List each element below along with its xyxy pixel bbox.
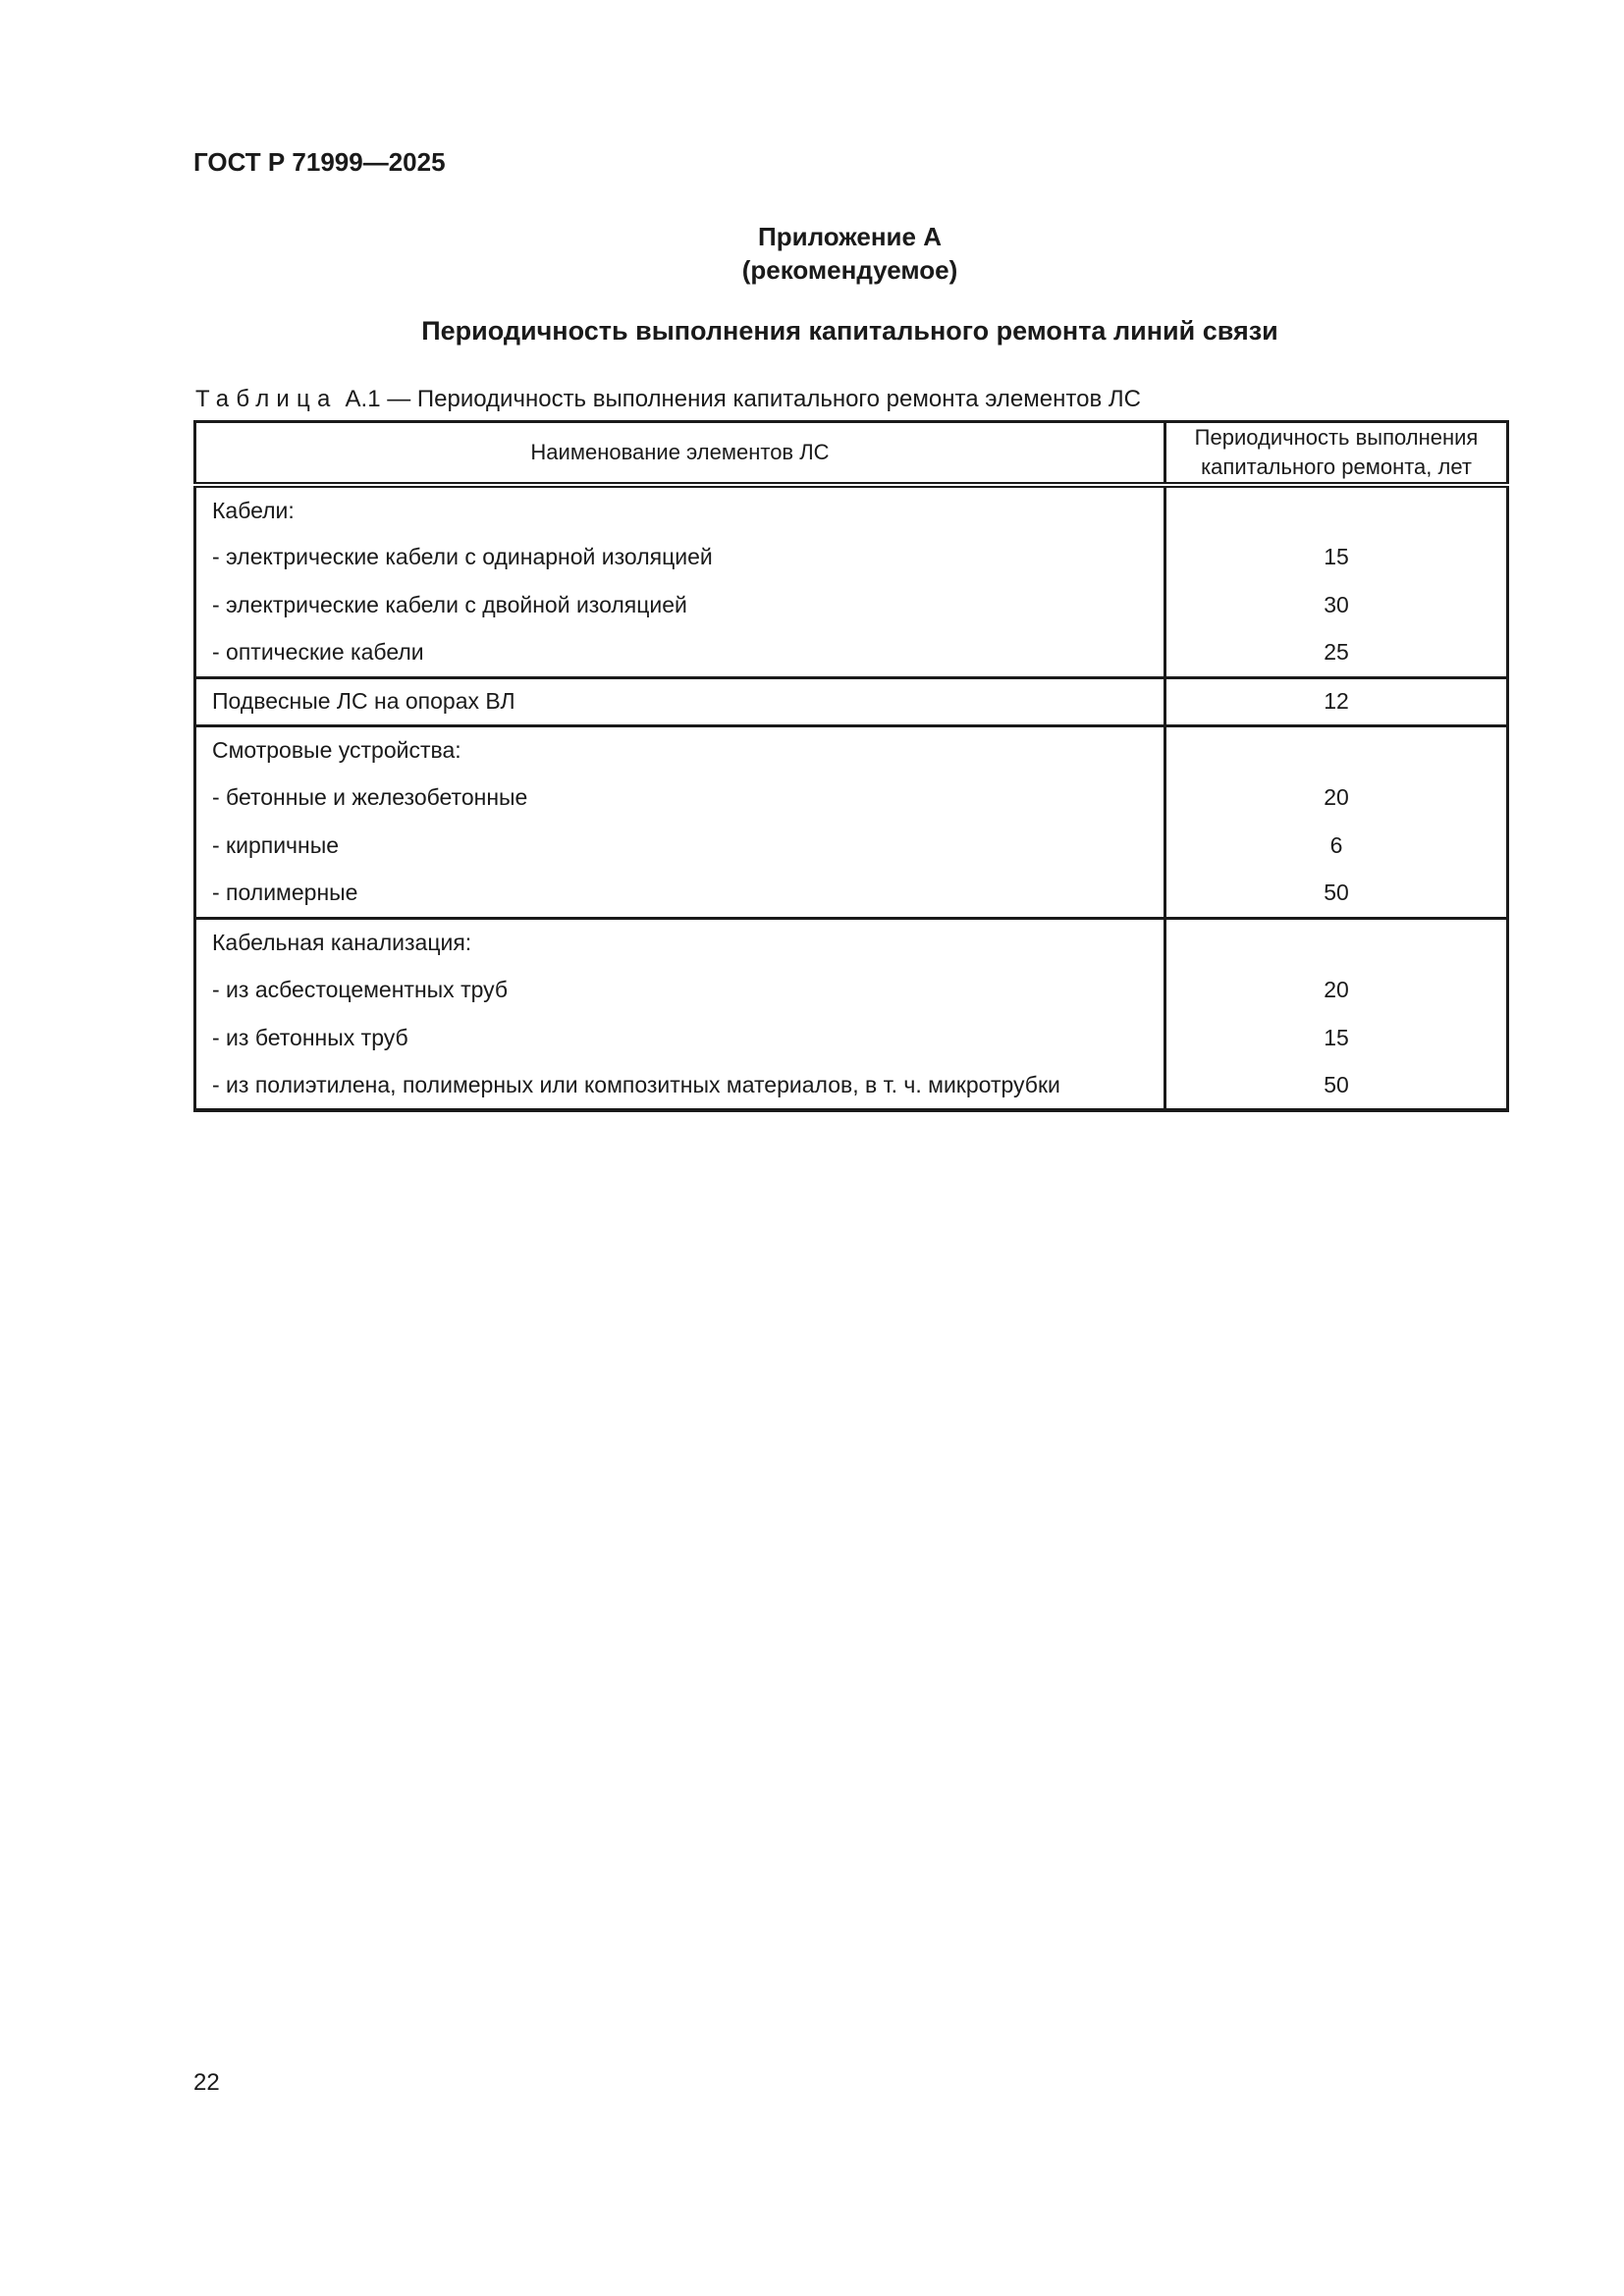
table-row xyxy=(195,822,1508,870)
table-row xyxy=(195,1062,1508,1110)
table-row xyxy=(195,774,1508,822)
element-name-cell: - оптические кабели xyxy=(212,639,424,666)
element-name-cell: Смотровые устройства: xyxy=(212,736,461,763)
annex-title: Приложение А xyxy=(758,222,942,251)
table-row xyxy=(195,629,1508,677)
periodicity-table xyxy=(193,420,1509,1112)
running-header-doc-code: ГОСТ Р 71999—2025 xyxy=(193,147,446,177)
table-row xyxy=(195,725,1508,774)
period-value-cell: 30 xyxy=(1165,581,1508,629)
period-value-cell: 15 xyxy=(1165,533,1508,581)
table-header xyxy=(195,422,1508,486)
table-row xyxy=(195,1014,1508,1062)
element-name-cell: Подвесные ЛС на опорах ВЛ xyxy=(212,688,515,714)
period-value-cell: 12 xyxy=(1165,677,1508,725)
element-name-cell: - кирпичные xyxy=(212,832,340,858)
period-value-cell xyxy=(1165,918,1508,966)
element-name-cell: - электрические кабели с одинарной изоляцией xyxy=(212,544,713,569)
column-header-element-name: Наименование элементов ЛС xyxy=(195,422,1165,486)
table-row xyxy=(195,581,1508,629)
element-name-cell: - из бетонных труб xyxy=(212,1025,408,1050)
table-row xyxy=(195,533,1508,581)
table-row xyxy=(195,485,1508,533)
period-value-cell: 50 xyxy=(1165,1062,1508,1110)
section-title: Периодичность выполнения капитального ремонта линий связи xyxy=(421,316,1278,346)
period-value-cell xyxy=(1165,485,1508,533)
table-section xyxy=(195,918,1508,1110)
annex-type: (рекомендуемое) xyxy=(741,255,958,285)
table-caption-label: Таблица xyxy=(195,386,338,412)
element-name-cell: Кабельная канализация: xyxy=(212,929,472,955)
element-name-cell: - электрические кабели с двойной изоляцией xyxy=(212,592,687,617)
table-section xyxy=(195,485,1508,677)
table-caption-text: А.1 — Периодичность выполнения капитального ремонта элементов ЛС xyxy=(345,386,1141,412)
period-value-cell: 6 xyxy=(1165,822,1508,870)
period-value-cell: 20 xyxy=(1165,966,1508,1014)
table-section xyxy=(195,725,1508,918)
element-name-cell: - из асбестоцементных труб xyxy=(212,977,509,1002)
table-header-row xyxy=(195,422,1508,486)
table-row xyxy=(195,677,1508,725)
element-name-cell: - полимерные xyxy=(212,880,358,906)
table-caption xyxy=(195,386,1141,413)
element-name-cell: - бетонные и железобетонные xyxy=(212,784,528,810)
period-value-cell: 20 xyxy=(1165,774,1508,822)
table-row xyxy=(195,918,1508,966)
page-number: 22 xyxy=(193,2069,220,2096)
table-section xyxy=(195,677,1508,725)
period-value-cell: 50 xyxy=(1165,870,1508,918)
element-name-cell: Кабели: xyxy=(212,497,295,523)
annex-block xyxy=(193,220,1506,287)
period-value-cell: 25 xyxy=(1165,629,1508,677)
table-row xyxy=(195,870,1508,918)
table-row xyxy=(195,966,1508,1014)
element-name-cell: - из полиэтилена, полимерных или композитных материалов, в т. ч. микротрубки xyxy=(212,1072,1060,1097)
column-header-period: Периодичность выполнения капитального ремонта, лет xyxy=(1165,422,1508,486)
period-value-cell: 15 xyxy=(1165,1014,1508,1062)
period-value-cell xyxy=(1165,725,1508,774)
